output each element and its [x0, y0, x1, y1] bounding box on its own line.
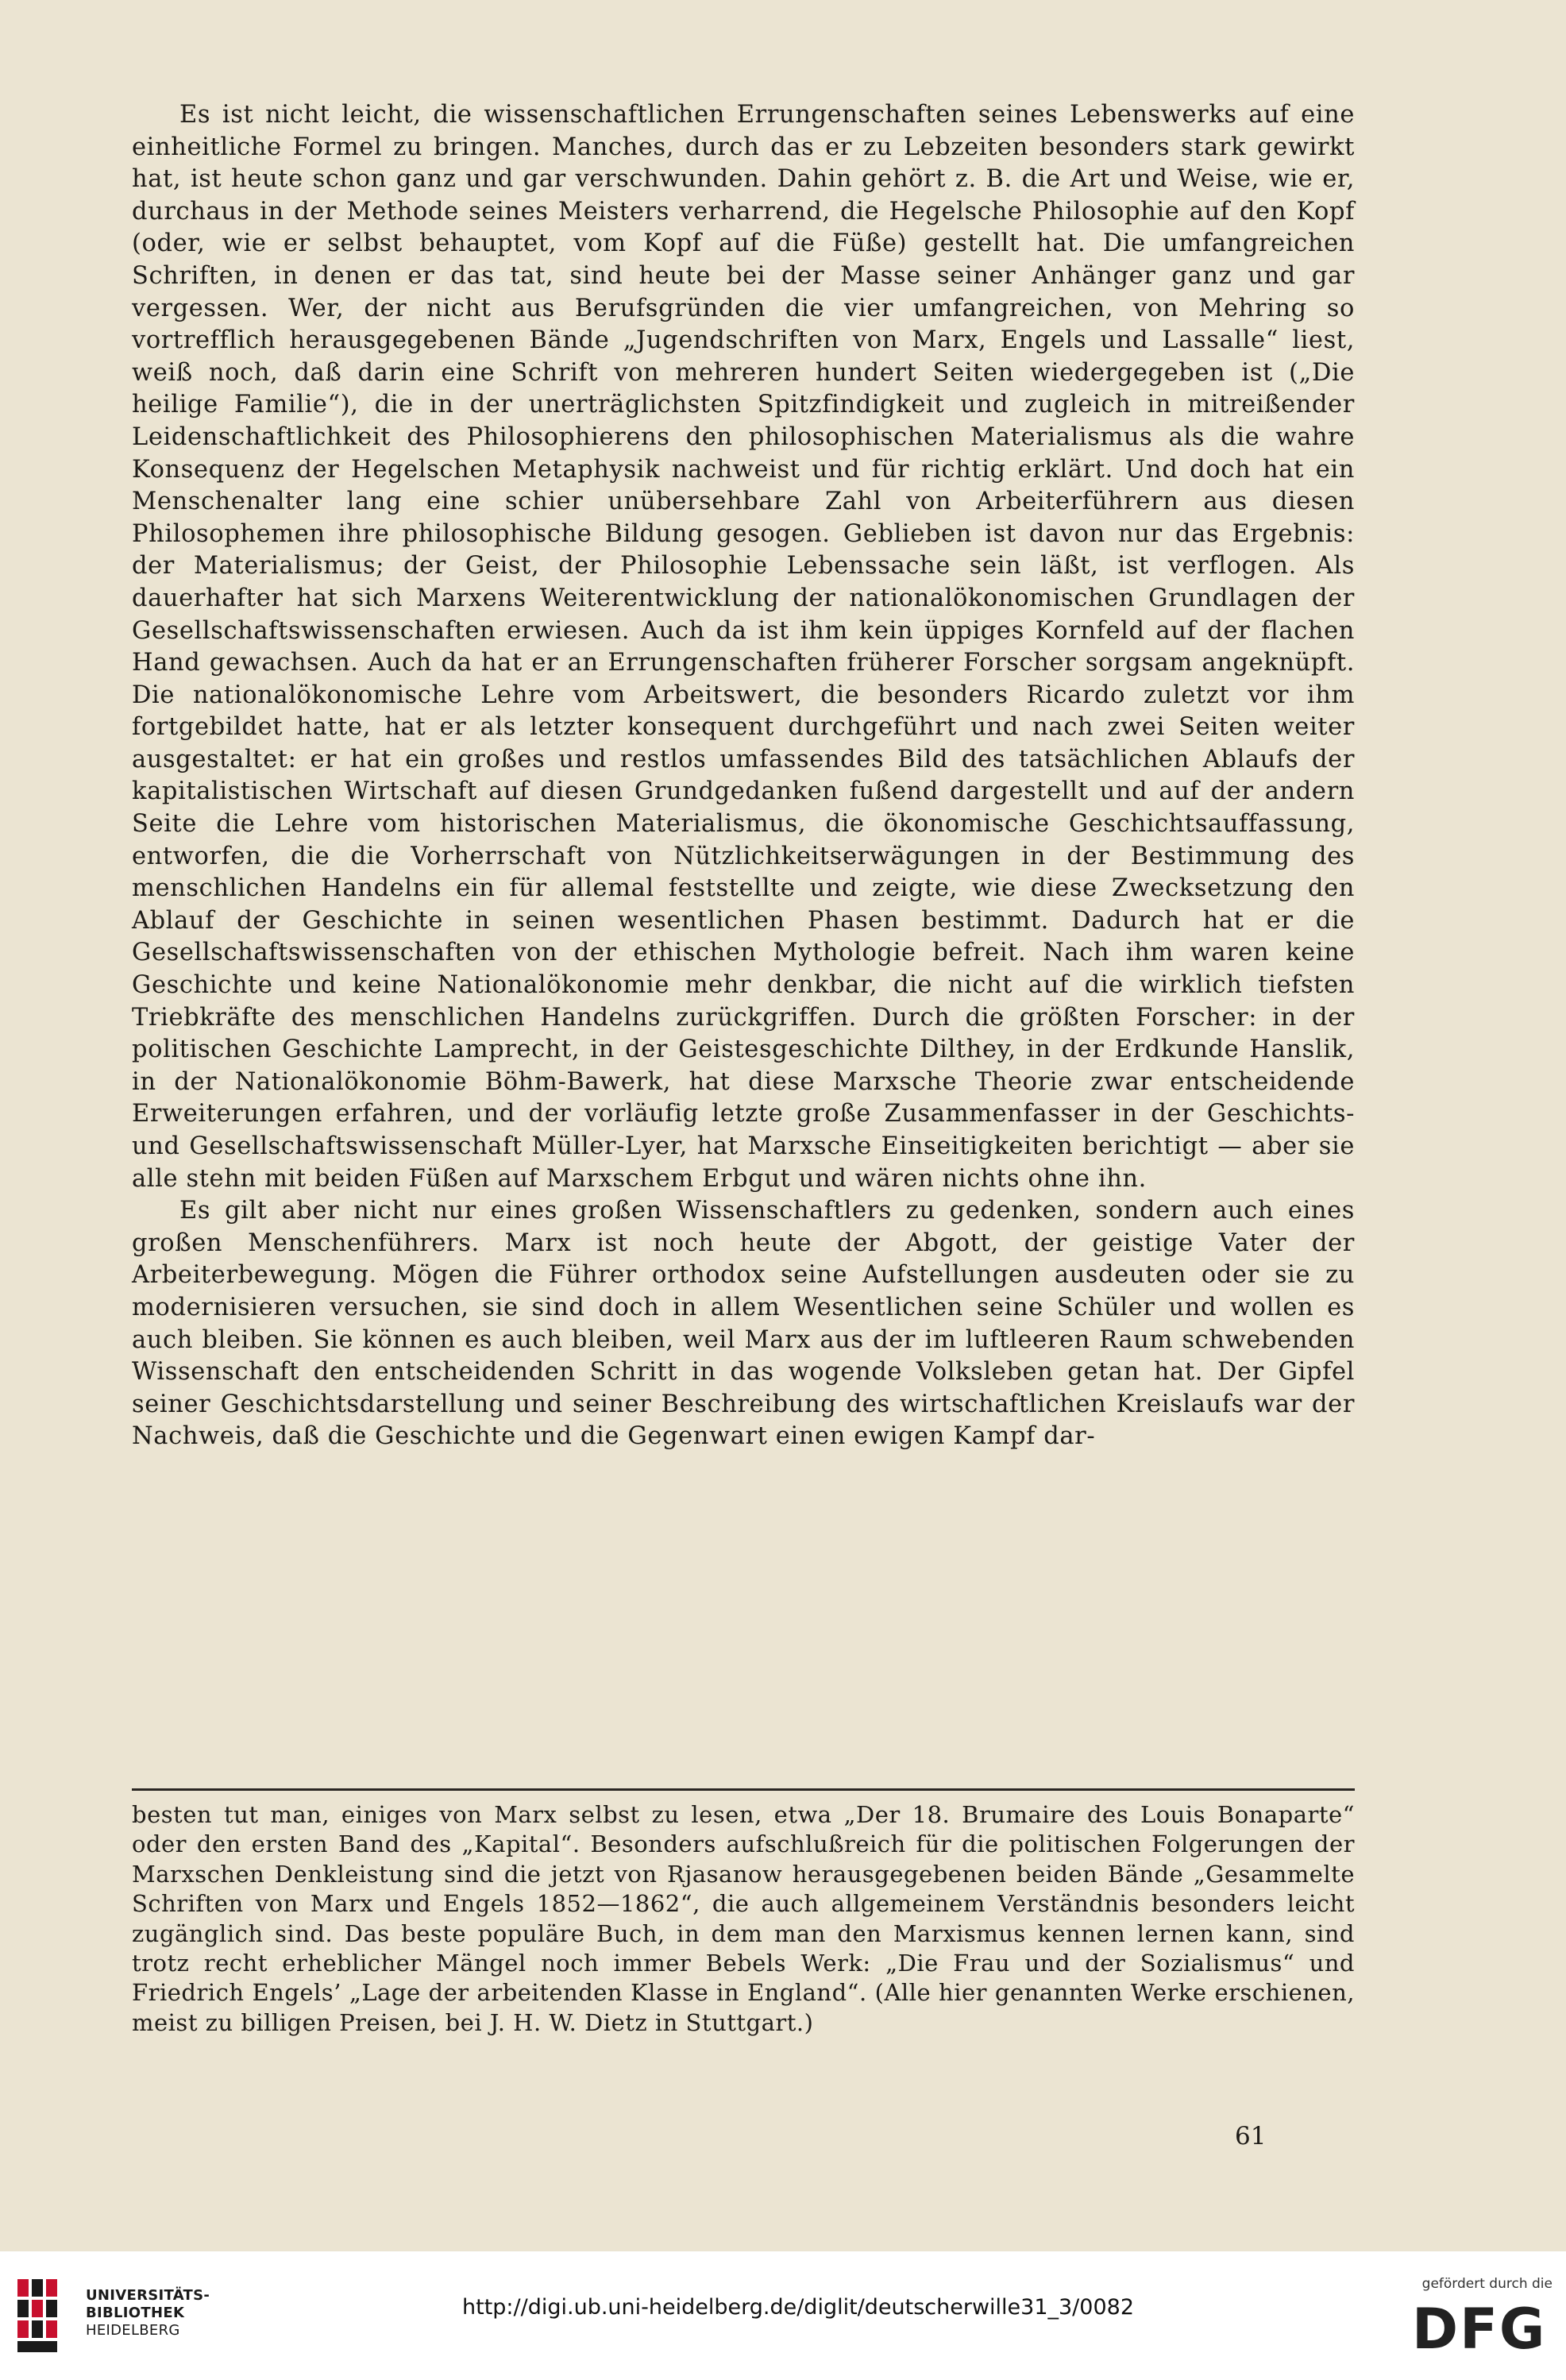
footnote-text: besten tut man, einiges von Marx selbst zu lesen, etwa „Der 18. Brumaire des Louis Bonaparte“ oder den ersten Band des „Kapital“. Besonders aufschlußreich für die politischen Folgerungen der Marxschen Denkleistung sind die jetzt von Rjasanow herausgegebenen beiden Bände „Gesammelte Schriften von Marx und Engels 1852—1862“, die auch allgemeinem Verständnis besonders leicht zugänglich sind. Das beste populäre Buch, in dem man den Marxismus kennen lernen kann, sind trotz recht erheblicher Mängel noch immer Bebels Werk: „Die Frau und der Sozialismus“ und Friedrich Engels’ „Lage der arbeitenden Klasse in England“. (Alle hier genannten Werke erschienen, meist zu billigen Preisen, bei J. H. W. Dietz in Stuttgart.) — [132, 1801, 1355, 2036]
institution-line-2: BIBLIOTHEK — [86, 2305, 185, 2321]
paragraph-2: Es gilt aber nicht nur eines großen Wissenschaftlers zu gedenken, sondern auch eines großen Menschenführers. Marx ist noch heute der Abgott, der geistige Vater der Arbeiterbewegung. Mögen die Führer orthodox seine Aufstellungen ausdeuten oder sie zu modernisieren versuchen, sie sind doch in allem Wesentlichen seine Schüler und wollen es auch bleiben. Sie können es auch bleiben, weil Marx aus der im luftleeren Raum schwebenden Wissenschaft den entscheidenden Schritt in das wogende Volksleben getan hat. Der Gipfel seiner Geschichtsdarstellung und seiner Beschreibung des wirtschaftlichen Kreislaufs war der Nachweis, daß die Geschichte und die Gegenwart einen ewigen Kampf dar- — [132, 1197, 1355, 1451]
main-text — [132, 99, 1355, 1453]
funding-note: gefördert durch die — [1421, 2276, 1552, 2292]
institution-line-1: UNIVERSITÄTS- — [86, 2287, 210, 2304]
page-number: 61 — [1235, 2122, 1267, 2150]
institution-name — [86, 2287, 210, 2339]
dfg-logo: DFG — [1412, 2297, 1547, 2362]
ub-heidelberg-logo-icon — [11, 2273, 64, 2359]
permalink-url[interactable]: http://digi.ub.uni-heidelberg.de/diglit/deutscherwille31_3/0082 — [462, 2295, 1134, 2320]
institution-line-3: HEIDELBERG — [86, 2322, 180, 2339]
footnote — [132, 1800, 1355, 2038]
footnote-divider — [132, 1788, 1355, 1791]
paragraph-1: Es ist nicht leicht, die wissenschaftlichen Errungenschaften seines Lebenswerks auf eine einheitliche Formel zu bringen. Manches, durch das er zu Lebzeiten besonders stark gewirkt hat, ist heute schon ganz und gar verschwunden. Dahin gehört z. B. die Art und Weise, wie er, durchaus in der Methode seines Meisters verharrend, die Hegelsche Philosophie auf den Kopf (oder, wie er selbst behauptet, vom Kopf auf die Füße) gestellt hat. Die umfangreichen Schriften, in denen er das tat, sind heute bei der Masse seiner Anhänger ganz und gar vergessen. Wer, der nicht aus Berufsgründen die vier umfangreichen, von Mehring so vortrefflich herausgegebenen Bände „Jugendschriften von Marx, Engels und Lassalle“ liest, weiß noch, daß darin eine Schrift von mehreren hundert Seiten wiedergegeben ist („Die heilige Familie“), die in der unerträglichsten Spitzfindigkeit und zugleich in mitreißender Leidenschaftlichkeit des Philosophierens den philosophischen Materialismus als die wahre Konsequenz der Hegelschen Metaphysik nachweist und für richtig erklärt. Und doch hat ein Menschenalter lang eine schier unübersehbare Zahl von Arbeiterführern aus diesen Philosophemen ihre philosophische Bildung gesogen. Geblieben ist davon nur das Ergebnis: der Materialismus; der Geist, der Philosophie Lebenssache sein läßt, ist verflogen. Als dauerhafter hat sich Marxens Weiterentwicklung der nationalökonomischen Grundlagen der Gesellschaftswissenschaften erwiesen. Auch da ist ihm kein üppiges Kornfeld auf der flachen Hand gewachsen. Auch da hat er an Errungenschaften früherer Forscher sorgsam angeknüpft. Die nationalökonomische Lehre vom Arbeitswert, die besonders Ricardo zuletzt vor ihm fortgebildet hatte, hat er als letzter konsequent durchgeführt und nach zwei Seiten weiter ausgestaltet: er hat ein großes und restlos umfassendes Bild des tatsächlichen Ablaufs der kapitalistischen Wirtschaft auf diesen Grundgedanken fußend dargestellt und auf der andern Seite die Lehre vom historischen Materialismus, die ökonomische Geschichtsauffassung, entworfen, die die Vorherrschaft von Nützlichkeitserwägungen in der Bestimmung des menschlichen Handelns ein für allemal feststellte und zeigte, wie diese Zwecksetzung den Ablauf der Geschichte in seinen wesentlichen Phasen bestimmt. Dadurch hat er die Gesellschaftswissenschaften von der ethischen Mythologie befreit. Nach ihm waren keine Geschichte und keine Nationalökonomie mehr denkbar, die nicht auf die wirklich tiefsten Triebkräfte des menschlichen Handelns zurückgriffen. Durch die größten Forscher: in der politischen Geschichte Lamprecht, in der Geistesgeschichte Dilthey, in der Erdkunde Hanslik, in der Nationalökonomie Böhm-Bawerk, hat diese Marxsche Theorie zwar entscheidende Erweiterungen erfahren, und der vorläufig letzte große Zusammenfasser in der Geschichts- und Gesellschaftswissenschaft Müller-Lyer, hat Marxsche Einseitigkeiten berichtigt — aber sie alle stehn mit beiden Füßen auf Marxschem Erbgut und wären nichts ohne ihn. — [132, 101, 1355, 1193]
